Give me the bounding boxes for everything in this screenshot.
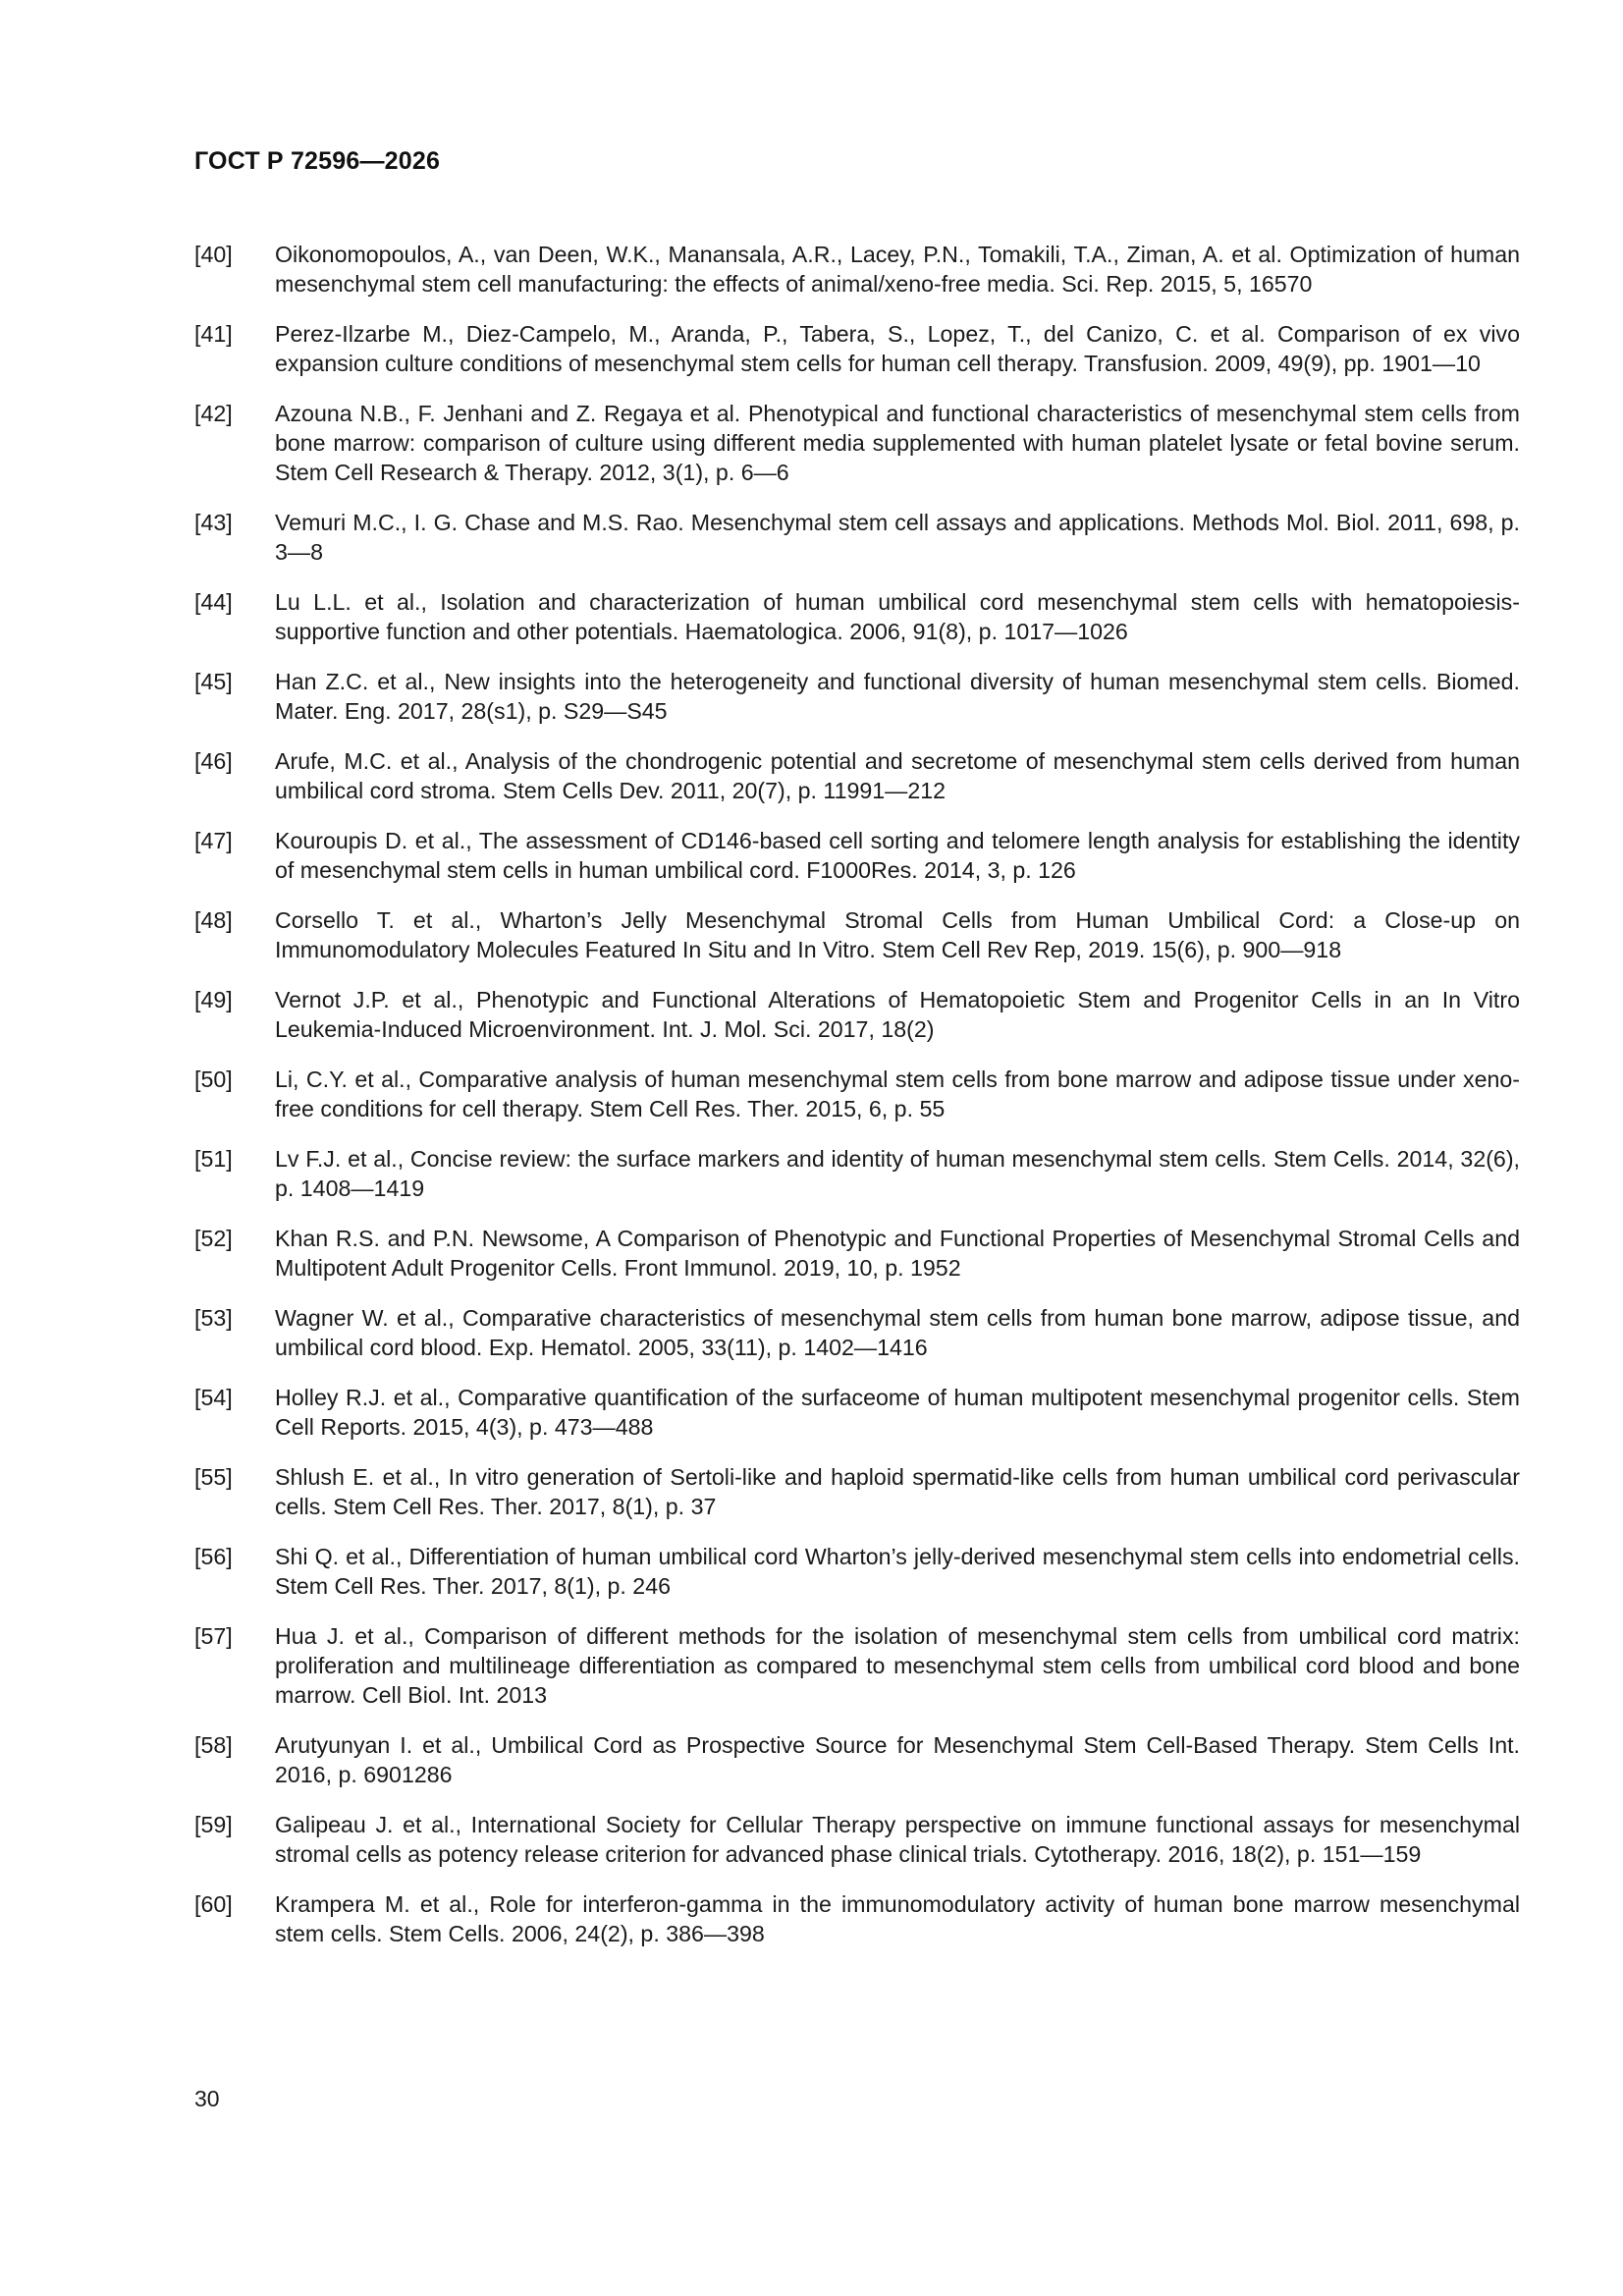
reference-text: Arufe, M.C. et al., Analysis of the chondrogenic potential and secretome of mesenchymal stem cells derived from human umbilical cord stroma. Stem Cells Dev. 2011, 20(7), p. 11991—212 [275, 748, 1520, 803]
reference-text: Kouroupis D. et al., The assessment of CD146-based cell sorting and telomere length analysis for establishing the identity of mesenchymal stem cells in human umbilical cord. F1000Res. 2014, 3, p. 126 [275, 828, 1520, 883]
reference-item [194, 1065, 1520, 1123]
reference-number: [56] [194, 1544, 233, 1569]
reference-text: Azouna N.B., F. Jenhani and Z. Regaya et al. Phenotypical and functional characteristics of mesenchymal stem cells from bone marrow: comparison of culture using different media supplemented with human platelet lysate or fetal bovine serum. Stem Cell Research & Therapy. 2012, 3(1), p. 6—6 [275, 401, 1520, 485]
reference-list [194, 240, 1520, 1969]
reference-item [194, 1144, 1520, 1203]
reference-number: [53] [194, 1305, 233, 1331]
reference-item [194, 399, 1520, 487]
reference-text: Oikonomopoulos, A., van Deen, W.K., Manansala, A.R., Lacey, P.N., Tomakili, T.A., Ziman, A. et al. Optimization of human mesenchymal stem cell manufacturing: the effects of animal/xeno-free media. Sci. Rep. 2015, 5, 16570 [275, 242, 1520, 297]
reference-text: Krampera M. et al., Role for interferon-gamma in the immunomodulatory activity of human bone marrow mesenchymal stem cells. Stem Cells. 2006, 24(2), p. 386—398 [275, 1891, 1520, 1946]
reference-number: [60] [194, 1891, 233, 1917]
reference-item [194, 319, 1520, 378]
reference-text: Shi Q. et al., Differentiation of human umbilical cord Wharton’s jelly-derived mesenchymal stem cells into endometrial cells. Stem Cell Res. Ther. 2017, 8(1), p. 246 [275, 1544, 1520, 1599]
reference-number: [58] [194, 1732, 233, 1758]
reference-item [194, 985, 1520, 1044]
reference-text: Lu L.L. et al., Isolation and characterization of human umbilical cord mesenchymal stem cells with hematopoiesis-supportive function and other potentials. Haematologica. 2006, 91(8), p. 1017—1026 [275, 589, 1520, 644]
reference-item [194, 905, 1520, 964]
reference-text: Lv F.J. et al., Concise review: the surface markers and identity of human mesenchymal stem cells. Stem Cells. 2014, 32(6), p. 1408—1419 [275, 1146, 1520, 1201]
reference-text: Arutyunyan I. et al., Umbilical Cord as Prospective Source for Mesenchymal Stem Cell-Based Therapy. Stem Cells Int. 2016, p. 6901286 [275, 1732, 1520, 1787]
reference-item [194, 1303, 1520, 1362]
reference-number: [43] [194, 510, 233, 535]
reference-text: Holley R.J. et al., Comparative quantification of the surfaceome of human multipotent mesenchymal progenitor cells. Stem Cell Reports. 2015, 4(3), p. 473—488 [275, 1385, 1520, 1440]
reference-item [194, 240, 1520, 299]
page-number: 30 [194, 2086, 220, 2111]
reference-item [194, 1224, 1520, 1283]
reference-number: [46] [194, 748, 233, 774]
reference-item [194, 667, 1520, 726]
reference-number: [54] [194, 1385, 233, 1410]
reference-text: Han Z.C. et al., New insights into the heterogeneity and functional diversity of human mesenchymal stem cells. Biomed. Mater. Eng. 2017, 28(s1), p. S29—S45 [275, 669, 1520, 724]
reference-item [194, 826, 1520, 885]
reference-item [194, 1383, 1520, 1442]
reference-text: Perez-Ilzarbe M., Diez-Campelo, M., Aranda, P., Tabera, S., Lopez, T., del Canizo, C. et al. Comparison of ex vivo expansion culture conditions of mesenchymal stem cells for human cell therapy. Transfusion. 2009, 49(9), pp. 1901—10 [275, 321, 1520, 376]
reference-item [194, 746, 1520, 805]
reference-number: [49] [194, 987, 233, 1012]
reference-text: Khan R.S. and P.N. Newsome, A Comparison of Phenotypic and Functional Properties of Mesenchymal Stromal Cells and Multipotent Adult Progenitor Cells. Front Immunol. 2019, 10, p. 1952 [275, 1226, 1520, 1281]
reference-number: [45] [194, 669, 233, 694]
reference-number: [55] [194, 1464, 233, 1490]
reference-text: Hua J. et al., Comparison of different methods for the isolation of mesenchymal stem cells from umbilical cord matrix: proliferation and multilineage differentiation as compared to mesenchymal stem cells from umbilical cord blood and bone marrow. Cell Biol. Int. 2013 [275, 1623, 1520, 1708]
reference-item [194, 508, 1520, 567]
reference-text: Wagner W. et al., Comparative characteristics of mesenchymal stem cells from human bone marrow, adipose tissue, and umbilical cord blood. Exp. Hematol. 2005, 33(11), p. 1402—1416 [275, 1305, 1520, 1360]
reference-item [194, 1810, 1520, 1869]
reference-number: [52] [194, 1226, 233, 1251]
reference-text: Galipeau J. et al., International Society for Cellular Therapy perspective on immune functional assays for mesenchymal stromal cells as potency release criterion for advanced phase clinical trials. Cytotherapy. 2016, 18(2), p. 151—159 [275, 1812, 1520, 1867]
reference-number: [59] [194, 1812, 233, 1837]
reference-text: Li, C.Y. et al., Comparative analysis of human mesenchymal stem cells from bone marrow and adipose tissue under xeno-free conditions for cell therapy. Stem Cell Res. Ther. 2015, 6, p. 55 [275, 1066, 1520, 1121]
reference-item [194, 587, 1520, 646]
document-header: ГОСТ Р 72596—2026 [194, 147, 441, 175]
reference-number: [50] [194, 1066, 233, 1092]
reference-text: Shlush E. et al., In vitro generation of Sertoli-like and haploid spermatid-like cells from human umbilical cord perivascular cells. Stem Cell Res. Ther. 2017, 8(1), p. 37 [275, 1464, 1520, 1519]
reference-number: [41] [194, 321, 233, 347]
reference-number: [44] [194, 589, 233, 615]
reference-number: [47] [194, 828, 233, 853]
reference-text: Corsello T. et al., Wharton’s Jelly Mesenchymal Stromal Cells from Human Umbilical Cord: a Close-up on Immunomodulatory Molecules Featured In Situ and In Vitro. Stem Cell Rev Rep, 2019. 15(6), p. 900—918 [275, 907, 1520, 962]
reference-number: [40] [194, 242, 233, 267]
reference-number: [51] [194, 1146, 233, 1172]
reference-number: [48] [194, 907, 233, 933]
reference-item [194, 1889, 1520, 1948]
reference-item [194, 1462, 1520, 1521]
reference-text: Vemuri M.C., I. G. Chase and M.S. Rao. Mesenchymal stem cell assays and applications. Methods Mol. Biol. 2011, 698, p. 3—8 [275, 510, 1520, 565]
reference-text: Vernot J.P. et al., Phenotypic and Functional Alterations of Hematopoietic Stem and Progenitor Cells in an In Vitro Leukemia-Induced Microenvironment. Int. J. Mol. Sci. 2017, 18(2) [275, 987, 1520, 1042]
reference-item [194, 1730, 1520, 1789]
reference-number: [57] [194, 1623, 233, 1649]
reference-item [194, 1542, 1520, 1601]
reference-item [194, 1621, 1520, 1710]
reference-number: [42] [194, 401, 233, 426]
